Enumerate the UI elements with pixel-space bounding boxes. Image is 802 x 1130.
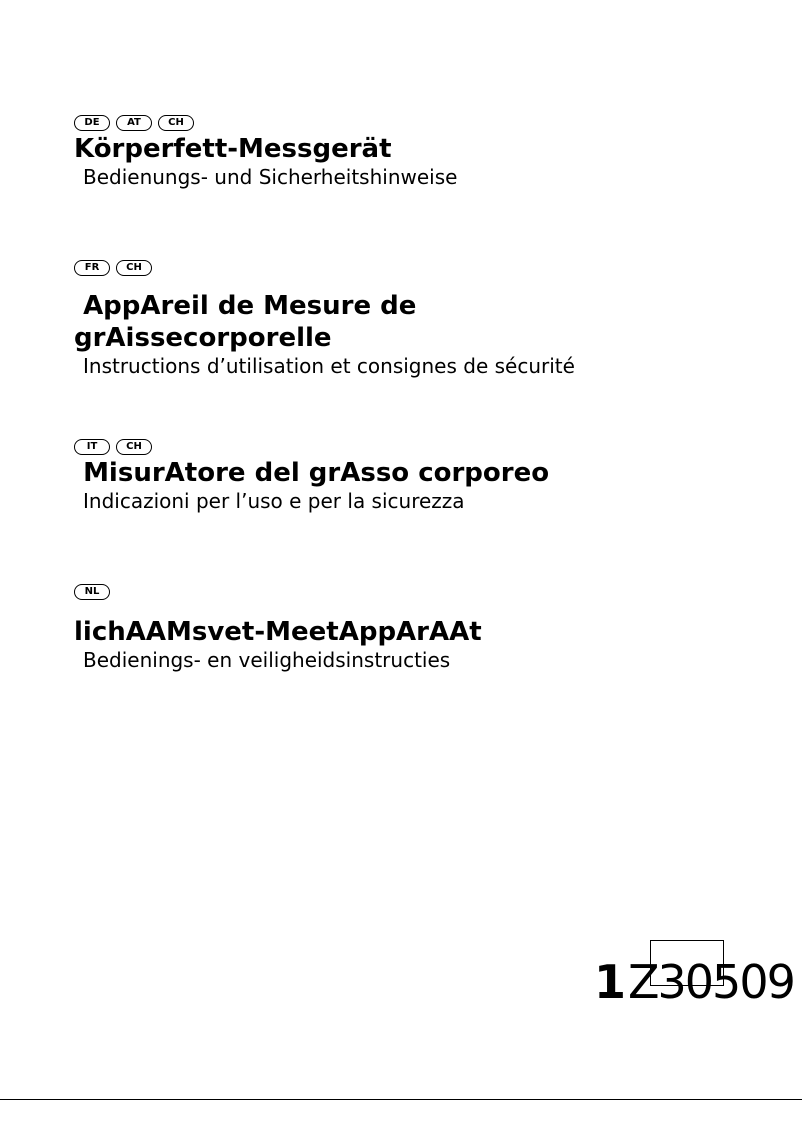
section-title: lichAAMsvet-MeetAppArAAt [74,617,482,647]
code-prefix: 1 [594,955,627,1009]
section-subtitle: Indicazioni per l’uso e per la sicurezza [83,489,465,513]
language-badges [74,258,575,278]
section-nl [74,582,482,672]
language-badge-nl: NL [74,584,110,600]
language-badges [74,113,457,133]
language-badge-ch: CH [158,115,194,131]
section-de [74,113,457,189]
product-code [594,940,802,1009]
code-number: Z30509 [628,955,794,1009]
language-badge-ch: CH [116,260,152,276]
section-subtitle: Bedienungs- und Sicherheitshinweise [83,165,458,189]
bottom-rule [0,1099,802,1100]
section-title: Körperfett-Messgerät [74,134,392,164]
language-badge-at: AT [116,115,152,131]
section-fr [74,258,575,378]
section-subtitle: Instructions d’utilisation et consignes de sécurité [83,354,575,378]
section-subtitle: Bedienings- en veiligheidsinstructies [83,648,451,672]
language-badge-de: DE [74,115,110,131]
language-badge-it: IT [74,439,110,455]
language-badge-ch: CH [116,439,152,455]
section-title: AppAreil de Mesure de grAissecorporelle [74,291,417,353]
section-it [74,437,549,513]
section-title: MisurAtore del grAsso corporeo [74,458,550,488]
language-badge-fr: FR [74,260,110,276]
language-badges [74,582,482,602]
language-badges [74,437,549,457]
